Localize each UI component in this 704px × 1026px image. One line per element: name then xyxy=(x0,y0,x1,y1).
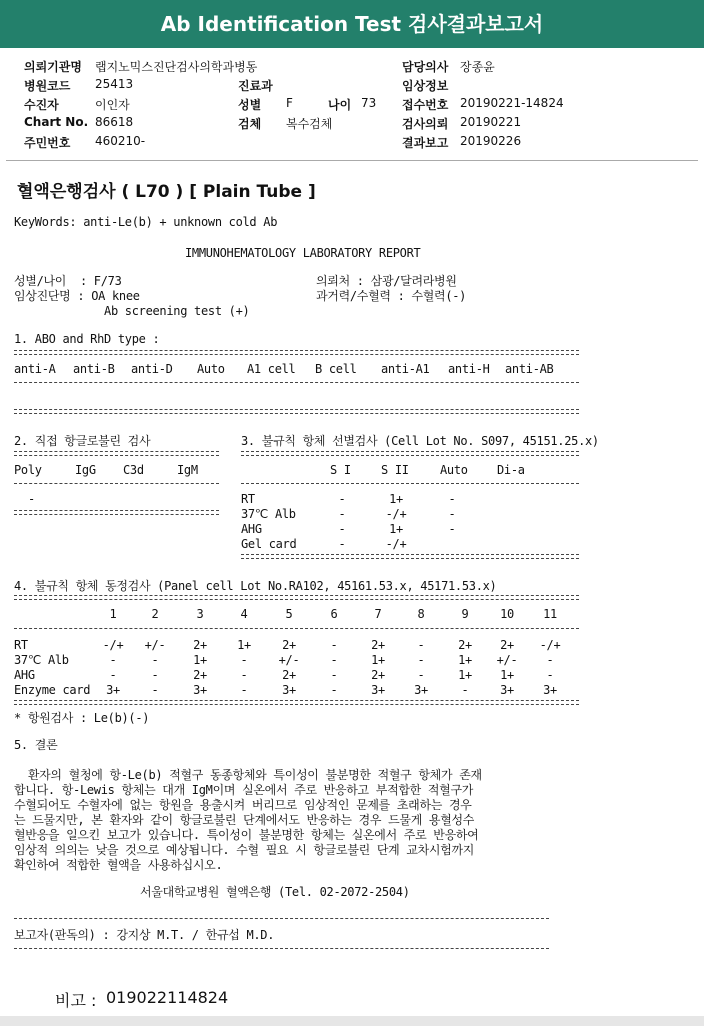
screen-cell: -/+ xyxy=(385,507,407,521)
remark-label: 비고 : xyxy=(55,991,97,1010)
panel-column-header: 3 xyxy=(196,607,204,621)
screen-h-1: S II xyxy=(381,463,409,477)
panel-column-header: 5 xyxy=(285,607,293,621)
section-title: 혈액은행검사 ( L70 ) [ Plain Tube ] xyxy=(17,182,316,202)
reporter-bottom-rule xyxy=(14,948,549,949)
dat-mid-rule xyxy=(14,483,219,484)
panel-cell: -/+ xyxy=(539,638,561,652)
panel-cell: +/- xyxy=(278,653,300,667)
patient-diagnosis-2: Ab screening test (+) xyxy=(14,304,250,318)
screen-title: 3. 불규칙 항체 선별검사 (Cell Lot No. S097, 45151.25.x) xyxy=(241,434,599,448)
conclusion-line: 확인하여 적합한 혈액을 사용하십시오. xyxy=(14,858,223,872)
screen-cell: - xyxy=(338,522,346,536)
conclusion-title: 5. 결론 xyxy=(14,738,58,752)
panel-cell: - xyxy=(240,668,248,682)
header-right-value-2: 20190221-14824 xyxy=(460,96,564,110)
screen-bottom-rule xyxy=(241,554,579,559)
header-left-value-0: 랩지노믹스진단검사의학과병동 xyxy=(95,60,258,74)
panel-column-header: 7 xyxy=(374,607,382,621)
panel-cell: - xyxy=(417,638,425,652)
header-left-value-1: 25413 xyxy=(95,77,134,91)
abo-h-1: anti-B xyxy=(73,362,115,376)
header-left-label-3: Chart No. xyxy=(24,115,89,129)
header-right-label-1: 임상정보 xyxy=(402,79,449,93)
header-right-value-3: 20190221 xyxy=(460,115,522,129)
screen-cell: - xyxy=(448,492,456,506)
header-left-value-3: 86618 xyxy=(95,115,134,129)
reporter-top-rule xyxy=(14,918,549,919)
panel-cell: - xyxy=(330,683,338,697)
panel-cell: - xyxy=(417,668,425,682)
panel-column-header: 1 xyxy=(109,607,117,621)
panel-cell: - xyxy=(240,653,248,667)
reporter: 보고자(판독의) : 강지상 M.T. / 한규섭 M.D. xyxy=(14,928,275,942)
panel-cell: 2+ xyxy=(500,638,514,652)
screen-row-label: Gel card xyxy=(241,537,297,551)
panel-cell: - xyxy=(330,653,338,667)
header-mid-label-1: 성별 xyxy=(238,98,262,112)
panel-column-header: 2 xyxy=(151,607,159,621)
panel-cell: 2+ xyxy=(282,638,296,652)
header-right-label-3: 검사의뢰 xyxy=(402,117,449,131)
report-heading: IMMUNOHEMATOLOGY LABORATORY REPORT xyxy=(185,246,421,260)
conclusion-line: 합니다. 항-Lewis 항체는 대개 IgM이며 실온에서 주로 반응하고 부적합한 적혈구가 xyxy=(14,783,474,797)
screen-row-label: RT xyxy=(241,492,255,506)
abo-h-7: anti-H xyxy=(448,362,490,376)
screen-cell: - xyxy=(338,507,346,521)
screen-h-2: Auto xyxy=(440,463,468,477)
header-mid-label-0: 진료과 xyxy=(238,79,273,93)
screen-top-rule xyxy=(241,451,579,456)
conclusion-line: 는 드물지만, 본 환자와 같이 항글로불린 단계에서도 반응하는 경우 드물게 용혈성수 xyxy=(14,813,475,827)
screen-h-0: S I xyxy=(330,463,351,477)
patient-referrer: 의뢰처 : 삼광/달려라병원 xyxy=(316,274,457,288)
panel-cell: 3+ xyxy=(543,683,557,697)
abo-top-rule xyxy=(14,350,579,355)
header-right-value-4: 20190226 xyxy=(460,134,522,148)
panel-cell: 2+ xyxy=(193,638,207,652)
screen-cell: - xyxy=(338,537,346,551)
dat-top-rule xyxy=(14,451,219,456)
panel-bottom-rule xyxy=(14,700,579,705)
conclusion-line: 환자의 혈청에 항-Le(b) 적혈구 동종항체와 특이성이 불분명한 적혈구 항체가 존재 xyxy=(14,768,482,782)
panel-column-header: 8 xyxy=(417,607,425,621)
screen-cell: - xyxy=(338,492,346,506)
conclusion-line: 혈반응을 일으킨 보고가 있습니다. 특이성이 불분명한 항체는 실온에서 주로 반응하여 xyxy=(14,828,479,842)
panel-cell: 2+ xyxy=(282,668,296,682)
patient-sex-age: 성별/나이 : F/73 xyxy=(14,274,122,288)
dat-value: - xyxy=(28,492,35,506)
panel-column-header: 11 xyxy=(543,607,557,621)
panel-cell: 3+ xyxy=(282,683,296,697)
panel-cell: - xyxy=(151,653,159,667)
screen-cell: - xyxy=(448,522,456,536)
header-left-label-2: 수진자 xyxy=(24,98,59,112)
abo-h-3: Auto xyxy=(197,362,225,376)
panel-row-label: Enzyme card xyxy=(14,683,91,697)
header-left-label-0: 의뢰기관명 xyxy=(24,60,82,74)
panel-cell: - xyxy=(546,668,554,682)
abo-h-8: anti-AB xyxy=(505,362,554,376)
header-left-value-4: 460210- xyxy=(95,134,146,148)
panel-top-rule xyxy=(14,595,579,600)
screen-cell: 1+ xyxy=(389,522,403,536)
dat-bottom-rule xyxy=(14,510,219,515)
panel-column-header: 10 xyxy=(500,607,514,621)
panel-cell: 3+ xyxy=(193,683,207,697)
panel-cell: - xyxy=(417,653,425,667)
header-left-label-1: 병원코드 xyxy=(24,79,71,93)
footer-bar xyxy=(0,1016,704,1026)
panel-cell: 3+ xyxy=(414,683,428,697)
header-right-label-2: 접수번호 xyxy=(402,98,449,112)
hospital-contact: 서울대학교병원 혈액은행 (Tel. 02-2072-2504) xyxy=(140,885,410,899)
conclusion-line: 수혈되어도 수혈자에 없는 항원을 용출시켜 버리므로 임상적인 문제를 초래하는 경우 xyxy=(14,798,472,812)
abo-h-2: anti-D xyxy=(131,362,173,376)
header-mid-label-2: 검체 xyxy=(238,117,262,131)
panel-cell: - xyxy=(151,683,159,697)
panel-title: 4. 불규칙 항체 동정검사 (Panel cell Lot No.RA102, 45161.53.x, 45171.53.x) xyxy=(14,579,497,593)
screen-cell: - xyxy=(448,507,456,521)
dat-h-2: C3d xyxy=(123,463,144,477)
antigen-result: * 항원검사 : Le(b)(-) xyxy=(14,711,150,725)
panel-row-label: 37℃ Alb xyxy=(14,653,69,667)
abo-h-0: anti-A xyxy=(14,362,56,376)
panel-cell: -/+ xyxy=(102,638,124,652)
panel-cell: 2+ xyxy=(193,668,207,682)
panel-cell: - xyxy=(330,668,338,682)
panel-mid-rule xyxy=(14,628,579,629)
abo-mid-rule xyxy=(14,382,579,383)
screen-row-label: 37℃ Alb xyxy=(241,507,296,521)
panel-cell: +/- xyxy=(144,638,166,652)
header-right-label-4: 결과보고 xyxy=(402,136,449,150)
header-age-value: 73 xyxy=(361,96,377,110)
abo-bottom-rule xyxy=(14,409,579,414)
report-title: Ab Identification Test 검사결과보고서 xyxy=(160,12,544,36)
screen-h-3: Di-a xyxy=(497,463,525,477)
header-age-label: 나이 xyxy=(328,98,352,112)
panel-cell: 1+ xyxy=(458,653,472,667)
conclusion-line: 임상적 의의는 낮을 것으로 예상됩니다. 수혈 필요 시 항글로불린 단계 교차시험까지 xyxy=(14,843,475,857)
panel-cell: 1+ xyxy=(371,653,385,667)
abo-h-4: A1 cell xyxy=(247,362,296,376)
dat-title: 2. 직접 항글로불린 검사 xyxy=(14,434,151,448)
dat-h-1: IgG xyxy=(75,463,96,477)
screen-cell: -/+ xyxy=(385,537,407,551)
screen-row-label: AHG xyxy=(241,522,262,536)
panel-cell: 1+ xyxy=(458,668,472,682)
screen-cell: 1+ xyxy=(389,492,403,506)
patient-history: 과거력/수혈력 : 수혈력(-) xyxy=(316,289,467,303)
panel-column-header: 9 xyxy=(461,607,469,621)
dat-h-0: Poly xyxy=(14,463,42,477)
panel-cell: - xyxy=(240,683,248,697)
panel-cell: 2+ xyxy=(371,668,385,682)
keywords: KeyWords: anti-Le(b) + unknown cold Ab xyxy=(14,215,278,229)
header-mid-value-1: F xyxy=(286,96,293,110)
panel-cell: - xyxy=(330,638,338,652)
header-left-value-2: 이인자 xyxy=(95,98,130,112)
panel-column-header: 4 xyxy=(240,607,248,621)
panel-cell: +/- xyxy=(496,653,518,667)
remark-value: 019022114824 xyxy=(106,988,229,1007)
panel-row-label: AHG xyxy=(14,668,35,682)
panel-cell: - xyxy=(151,668,159,682)
panel-cell: - xyxy=(461,683,469,697)
abo-h-6: anti-A1 xyxy=(381,362,430,376)
panel-cell: 2+ xyxy=(458,638,472,652)
abo-h-5: B cell xyxy=(315,362,357,376)
header-left-label-4: 주민번호 xyxy=(24,136,71,150)
panel-cell: 3+ xyxy=(106,683,120,697)
header-right-value-0: 장종윤 xyxy=(460,60,495,74)
panel-cell: - xyxy=(109,653,117,667)
dat-h-3: IgM xyxy=(177,463,198,477)
panel-cell: 1+ xyxy=(237,638,251,652)
panel-cell: 3+ xyxy=(371,683,385,697)
header-right-label-0: 담당의사 xyxy=(402,60,449,74)
panel-cell: - xyxy=(109,668,117,682)
panel-row-label: RT xyxy=(14,638,28,652)
patient-diagnosis: 임상진단명 : OA knee xyxy=(14,289,140,303)
screen-mid-rule xyxy=(241,483,579,484)
header-divider xyxy=(6,160,698,161)
panel-cell: 1+ xyxy=(193,653,207,667)
abo-title: 1. ABO and RhD type : xyxy=(14,332,160,346)
panel-cell: 3+ xyxy=(500,683,514,697)
panel-cell: 2+ xyxy=(371,638,385,652)
panel-column-header: 6 xyxy=(330,607,338,621)
panel-cell: 1+ xyxy=(500,668,514,682)
panel-cell: - xyxy=(546,653,554,667)
header-mid-value-2: 복수검체 xyxy=(286,117,333,131)
